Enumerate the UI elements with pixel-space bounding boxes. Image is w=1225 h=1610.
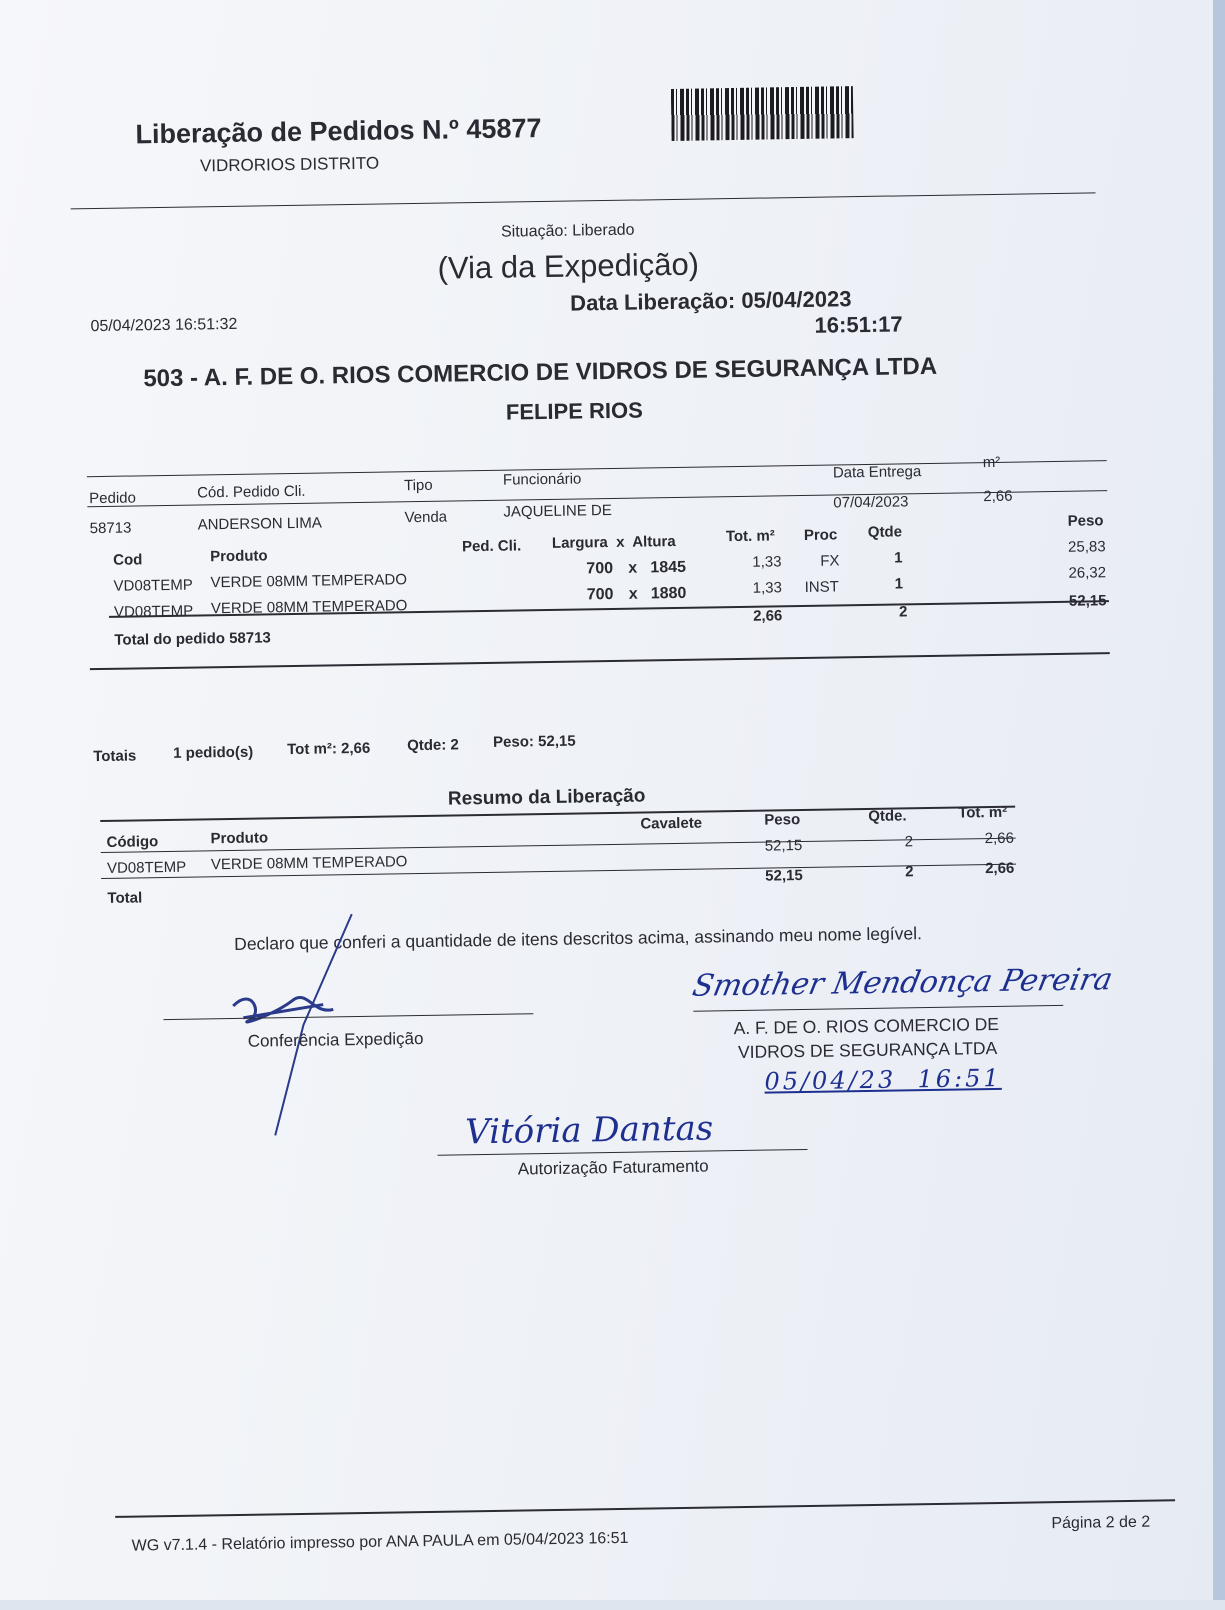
declaration-text: Declaro que conferi a quantidade de itens descritos acima, assinando meu nome legível. [234, 923, 923, 954]
conferencia-signature [212, 904, 376, 1146]
totais-pedidos: 1 pedido(s) [173, 743, 254, 762]
resumo-total-qtde: 2 [905, 863, 914, 881]
row-proc: INST [804, 578, 839, 596]
label-cod-pedido-cli: Cód. Pedido Cli. [196, 482, 306, 502]
handwritten-date: 05/04/23 16:51 [764, 1063, 1002, 1096]
order-top-line [87, 460, 1107, 477]
value-m2: 2,66 [983, 487, 1013, 506]
row-x-sign: x [628, 559, 638, 577]
label-data-entrega: Data Entrega [832, 463, 922, 482]
totais-tot-m2: Tot m²: 2,66 [287, 739, 371, 759]
label-tipo: Tipo [403, 476, 433, 495]
client-signature-line [693, 1005, 1063, 1012]
client-contact: FELIPE RIOS [505, 397, 643, 425]
conferencia-label: Conferência Expedição [247, 1028, 424, 1051]
row-produto: VERDE 08MM TEMPERADO [210, 597, 408, 618]
order-total-peso: 52,15 [1068, 592, 1107, 610]
col-cod: Cod [113, 551, 143, 569]
row-tot-m2: 1,33 [752, 553, 782, 571]
client-sig-line2: VIDROS DE SEGURANÇA LTDA [737, 1037, 998, 1063]
row-largura: 700 [586, 585, 614, 604]
company-short-name: VIDRORIOS DISTRITO [199, 153, 380, 176]
value-pedido: 58713 [89, 519, 132, 538]
order-total-m2: 2,66 [752, 607, 783, 625]
totais-label: Totais [93, 747, 137, 766]
footer-printed-by: WG v7.1.4 - Relatório impresso por ANA PAULA em 05/04/2023 16:51 [131, 1529, 629, 1555]
background-edge [1213, 0, 1225, 1600]
totais-qtde: Qtde: 2 [406, 736, 459, 755]
row-produto: VERDE 08MM TEMPERADO [210, 571, 408, 592]
col-largura-altura: Largura x Altura [551, 532, 676, 552]
order-total-qtde: 2 [898, 603, 908, 621]
resumo-total-peso: 52,15 [765, 867, 803, 885]
row-x-sign: x [628, 585, 638, 603]
barcode-image [671, 86, 854, 141]
resumo-total-m2: 2,66 [984, 859, 1015, 878]
resumo-row-produto: VERDE 08MM TEMPERADO [210, 853, 408, 874]
col-produto: Produto [209, 547, 268, 566]
document-title: Liberação de Pedidos N.º 45877 [135, 113, 542, 150]
col-ped-cli: Ped. Cli. [461, 537, 522, 556]
data-liberacao: Data Liberação: 05/04/2023 [569, 286, 852, 316]
footer-page-number: Página 2 de 2 [1051, 1513, 1151, 1533]
resumo-col-tot-m2: Tot. m² [958, 803, 1008, 822]
row-qtde: 1 [894, 549, 903, 567]
resumo-title: Resumo da Liberação [447, 785, 646, 810]
row-qtde: 1 [894, 575, 904, 593]
resumo-col-produto: Produto [210, 829, 269, 848]
row-cod: VD08TEMP [113, 576, 193, 595]
header-divider [71, 192, 1096, 209]
hora-liberacao: 16:51:17 [814, 311, 903, 338]
totais-peso: Peso: 52,15 [492, 732, 576, 751]
resumo-col-codigo: Código [106, 833, 159, 851]
col-qtde: Qtde [867, 523, 903, 541]
resumo-total-label: Total [107, 889, 143, 907]
footer-line [115, 1499, 1175, 1518]
client-name: 503 - A. F. DE O. RIOS COMERCIO DE VIDROS DE SEGURANÇA LTDA [143, 352, 938, 393]
row-tot-m2: 1,33 [752, 579, 783, 597]
label-funcionario: Funcionário [502, 470, 582, 489]
order-total-label: Total do pedido 58713 [114, 629, 271, 649]
resumo-col-peso: Peso [764, 811, 801, 829]
row-peso: 26,32 [1068, 564, 1107, 582]
value-tipo: Venda [404, 508, 448, 527]
faturamento-label: Autorização Faturamento [517, 1156, 709, 1179]
value-cod-pedido-cli: ANDERSON LIMA [197, 514, 322, 534]
row-peso: 25,83 [1067, 538, 1106, 556]
order-bottom-line [90, 652, 1110, 670]
resumo-row-peso: 52,15 [764, 837, 803, 855]
print-datetime: 05/04/2023 16:51:32 [90, 315, 238, 336]
client-signature: Smother Mendonça Pereira [689, 962, 1116, 1004]
row-largura: 700 [586, 559, 614, 578]
faturamento-signature: Vitória Dantas [464, 1108, 714, 1153]
resumo-col-cavalete: Cavalete [640, 814, 703, 833]
resumo-row-codigo: VD08TEMP [106, 858, 187, 877]
via-expedicao-title: (Via da Expedição) [437, 246, 700, 286]
value-funcionario: JAQUELINE DE [503, 501, 612, 521]
resumo-row-qtde: 2 [904, 833, 914, 851]
label-pedido: Pedido [89, 489, 137, 508]
col-proc: Proc [803, 526, 838, 544]
col-tot-m2: Tot. m² [725, 527, 775, 546]
situacao-text: Situação: Liberado [500, 221, 635, 241]
row-altura: 1845 [650, 558, 687, 577]
row-altura: 1880 [650, 584, 687, 603]
row-proc: FX [820, 552, 840, 570]
row-cod: VD08TEMP [113, 602, 194, 621]
value-data-entrega: 07/04/2023 [833, 493, 909, 512]
col-peso: Peso [1067, 512, 1104, 530]
resumo-col-qtde: Qtde. [868, 807, 907, 825]
label-m2: m² [982, 453, 1001, 472]
resumo-row-tot-m2: 2,66 [984, 829, 1014, 848]
client-sig-line1: A. F. DE O. RIOS COMERCIO DE [733, 1013, 1000, 1039]
